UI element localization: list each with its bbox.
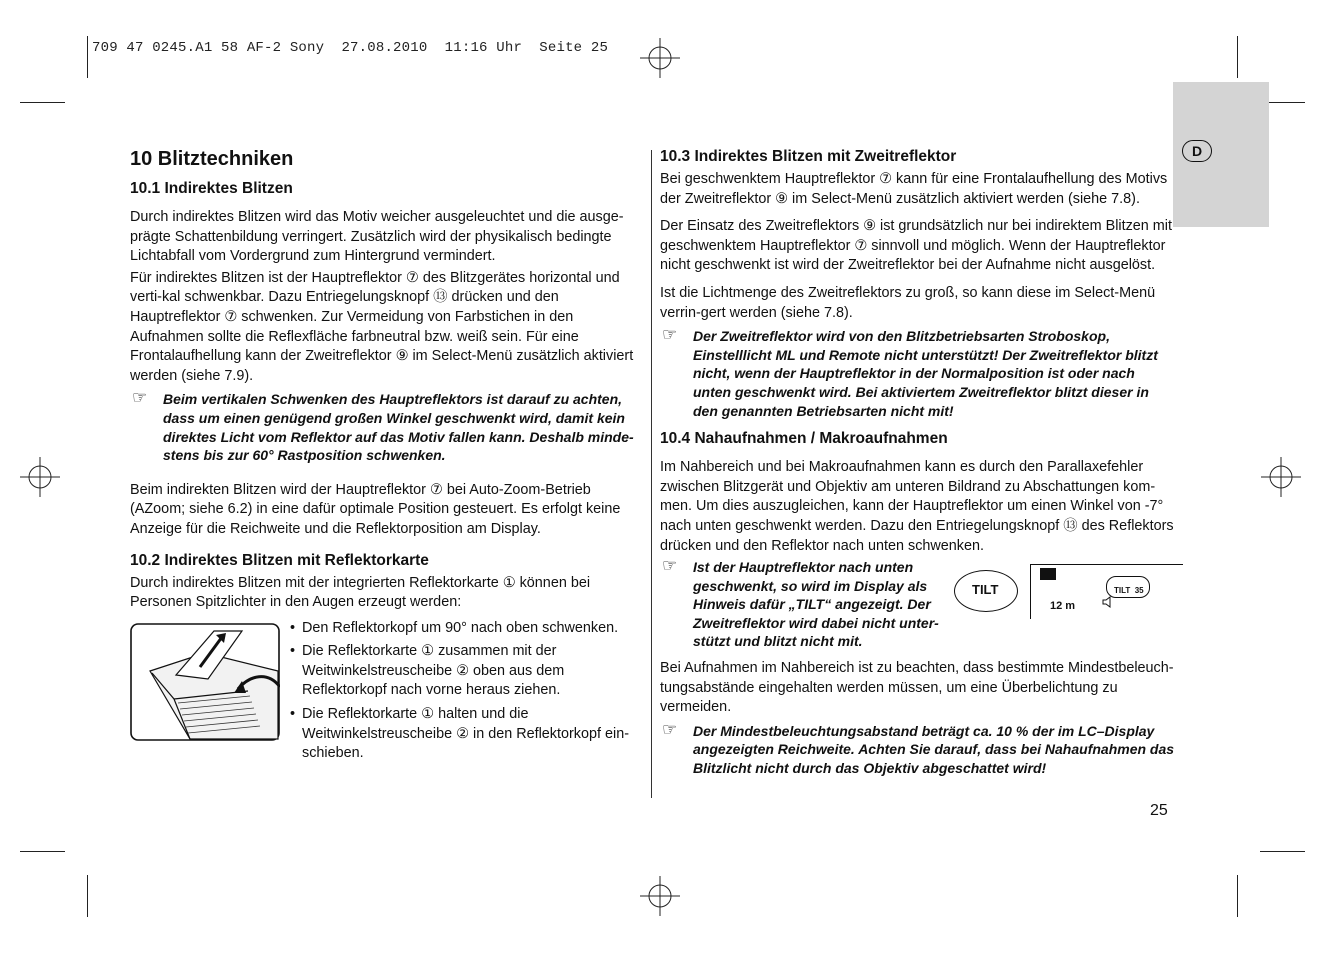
crop-mark [20,851,65,852]
crop-mark [20,102,65,103]
crop-mark [1237,36,1238,78]
registration-mark-icon [1261,457,1301,497]
list-item: • Den Reflektorkopf um 90° nach oben schwenken. [290,619,640,639]
page-number: 25 [1150,802,1168,819]
paragraph: Der Einsatz des Zweitreflektors ⑨ ist grundsätzlich nur bei indirektem Blitzen mit geschwenktem Hauptreflektor ⑦ sinnvoll und möglich. Wenn der Hauptreflektor nicht geschwenkt ist wird der Zweitreflektor bei der Aufnahme nicht ausgelöst. [660,218,1172,274]
right-column [660,146,1175,786]
list-item: • Die Reflektorkarte ① zusammen mit der Weitwinkelstreuscheibe ② oben aus dem Reflektorkopf nach vorne heraus ziehen. [290,642,640,701]
pointing-hand-icon: ☞ [132,388,148,408]
paragraph: Ist die Lichtmenge des Zweitreflektors zu groß, so kann diese im Select-Menü verrin-gert werden (siehe 7.8). [660,284,1156,321]
tilt-display-badge: TILT 35 [1114,586,1144,596]
section-heading-10-3: 10.3 Indirektes Blitzen mit Zweitreflektor [660,148,957,165]
note-text: Der Mindestbeleuchtungsabstand beträgt ca. 10 % der im LC–Display angezeigten Reichweite. Achten Sie darauf, dass bei Nahaufnahmen das Blitzlicht nicht durch das Objektiv abgeschattet wird! [693,722,1175,777]
pointing-hand-icon: ☞ [662,556,678,576]
crop-mark [87,36,88,78]
paragraph: Bei Aufnahmen im Nahbereich ist zu beachten, dass bestimmte Mindestbeleuch-tungsabstände eingehalten werden müssen, um eine Überbelichtung zu vermeiden. [660,660,1174,716]
speaker-icon [1102,596,1114,608]
pointing-hand-icon: ☞ [662,719,678,739]
crop-mark [1237,875,1238,917]
print-slug: 709 47 0245.A1 58 AF-2 Sony 27.08.2010 11:16 Uhr Seite 25 [92,40,609,56]
paragraph: Bei geschwenktem Hauptreflektor ⑦ kann für eine Frontalaufhellung des Motivs der Zweitreflektor ⑨ im Select-Menü zusätzlich aktiviert werden (siehe 7.8). [660,171,1168,207]
tilt-indicator-icon [1040,568,1056,580]
note-block [130,390,640,464]
list-item: • Die Reflektorkarte ① halten und die Weitwinkelstreuscheibe ② in den Reflektorkopf ein-schieben. [290,705,640,764]
tilt-label: TILT [972,582,999,598]
crop-mark [87,875,88,917]
note-text: Ist der Hauptreflektor nach unten geschwenkt, so wird im Display als Hinweis dafür „TILT“ angezeigt. Der Zweitreflektor wird dabei nicht unter-stützt und blitzt nicht mit. [693,559,939,650]
page-title: 10 Blitztechniken [130,148,294,170]
language-badge: D [1182,140,1212,162]
section-heading-10-2: 10.2 Indirektes Blitzen mit Reflektorkarte [130,551,429,569]
tilt-display-distance: 12 m [1050,600,1076,613]
crop-mark [1260,851,1305,852]
note-text: Beim vertikalen Schwenken des Hauptreflektors ist darauf zu achten, dass um einen genügend großen Winkel geschwenkt wird, damit kein direktes Licht vom Reflektor auf das Motiv fallen kann. Deshalb minde-stens bis zur 60° Rastposition schwenken. [163,391,634,464]
registration-mark-icon [20,457,60,497]
registration-mark-icon [640,876,680,916]
section-heading-10-4: 10.4 Nahaufnahmen / Makroaufnahmen [660,430,948,448]
note-block [660,719,1175,778]
reflector-card-illustration [130,623,280,741]
registration-mark-icon [640,38,680,78]
paragraph: Durch indirektes Blitzen wird das Motiv weicher ausgeleuchtet und die ausge-prägte Schattenbildung verringert. Zusätzlich wird der physikalisch bedingte Lichtabfall vom Vordergrund zum Hintergrund vermindert. [130,209,624,265]
note-block [660,558,948,651]
note-text: Der Zweitreflektor wird von den Blitzbetriebsarten Stroboskop, Einstelllicht ML und Remote nicht unterstützt! Der Zweitreflektor blitzt nicht, wenn der Hauptreflektor in der Normalposition ist oder nach unten geschwenkt wird. Bei aktiviertem Zweitreflektor blitzt dieser in den genannten Betriebsarten nicht mit! [693,328,1158,419]
paragraph: Beim indirekten Blitzen wird der Hauptreflektor ⑦ bei Auto-Zoom-Betrieb (AZoom; siehe 6.2) in eine dafür optimale Position gesteuert. Es erfolgt keine Anzeige für die Reichweite und die Reflektorposition am Display. [130,481,621,537]
tilt-display-figure [954,564,1186,630]
note-block [660,327,1175,420]
pointing-hand-icon: ☞ [662,325,678,345]
step-list [290,619,640,768]
left-column [130,146,640,768]
paragraph: Durch indirektes Blitzen mit der integrierten Reflektorkarte ① können bei Personen Spitzlichter in den Augen erzeugt werden: [130,574,591,611]
section-heading-10-1: 10.1 Indirektes Blitzen [130,180,293,197]
column-divider [651,150,652,798]
paragraph: Für indirektes Blitzen ist der Hauptreflektor ⑦ des Blitzgerätes horizontal und verti-kal schwenkbar. Dazu Entriegelungsknopf ⑬ drücken und den Hauptreflektor ⑦ schwenken. Zur Vermeidung von Farbstichen in den Aufnahmen sollte die Reflexfläche farbneutral bzw. weiß sein. Für eine Frontalaufhellung kann der Zweitreflektor ⑨ im Select-Menü zusätzlich aktiviert werden (siehe 7.9). [130,269,634,384]
paragraph: Im Nahbereich und bei Makroaufnahmen kann es durch den Parallaxefehler zwischen Blitzgerät und Objektiv am unteren Bildrand zu Abschattungen kom-men. Um dies auszugleichen, kann der Hauptreflektor um einen Winkel von -7° nach unten geschwenkt werden. Dazu den Entriegelungsknopf ⑬ des Reflektors drücken und den Reflektor nach unten schwenken. [660,459,1174,554]
